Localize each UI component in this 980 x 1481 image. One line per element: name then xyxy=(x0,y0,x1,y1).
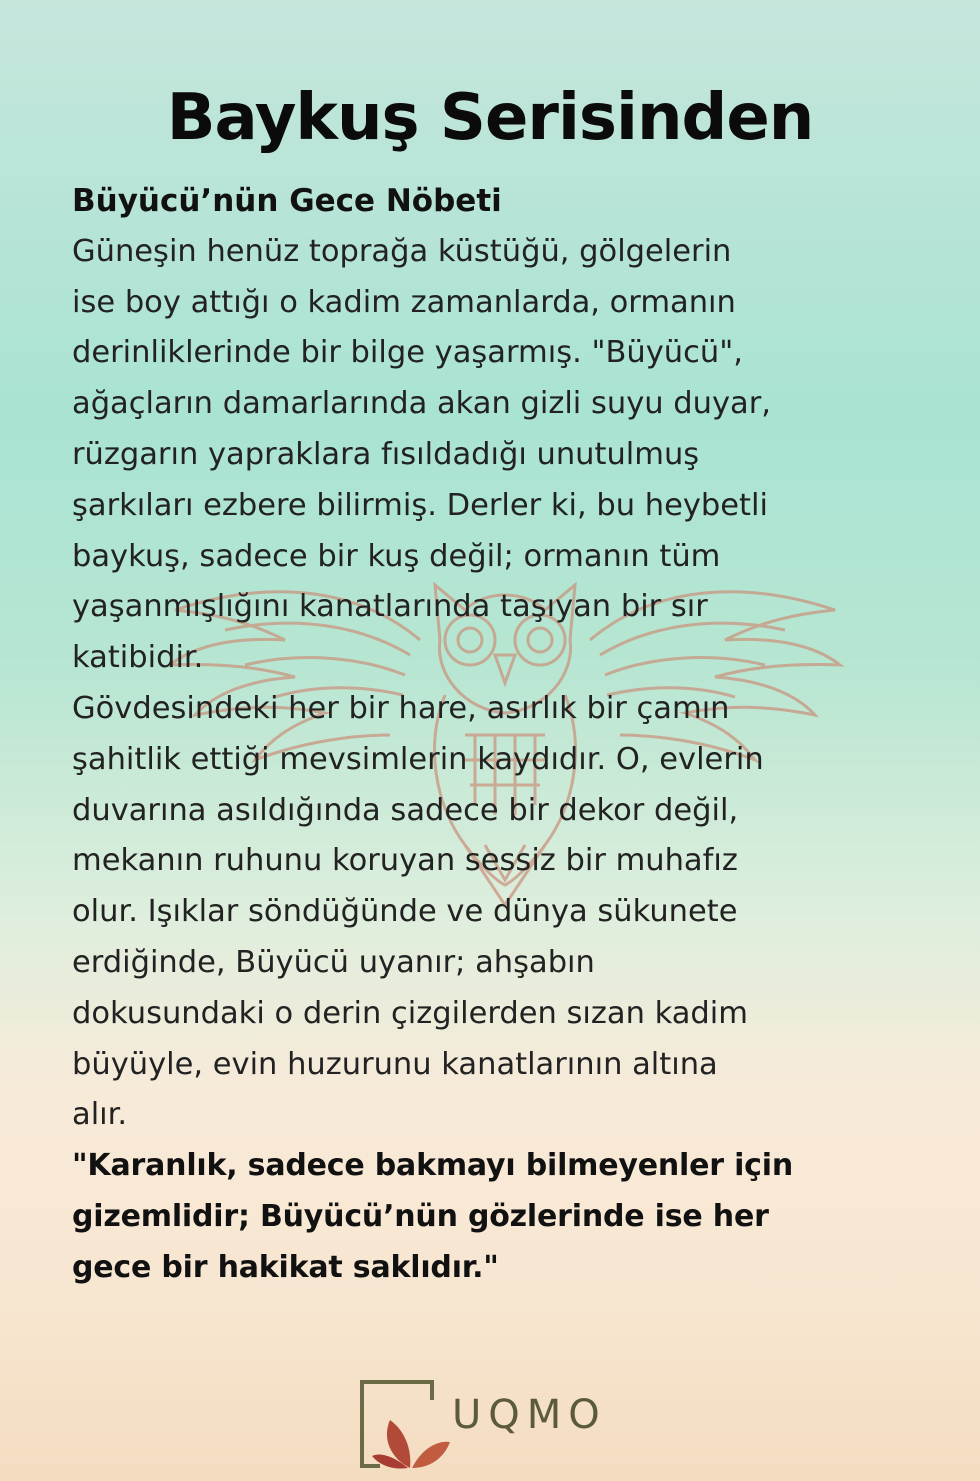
article-paragraph: Güneşin henüz toprağa küstüğü, gölgelerin ise boy attığı o kadim zamanlarda, ormanın derinliklerinde bir bilge yaşarmış. "Büyücü", ağaçların damarlarında akan gizli suyu duyar, rüzgarın yapraklara fısıldadığı unutulmuş şarkıları ezbere bilirmiş. Derler ki, bu heybetli baykuş, sadece bir kuş değil; ormanın tüm yaşanmışlığını kanatlarında taşıyan bir sır katibidir. xyxy=(72,233,771,676)
article xyxy=(72,176,912,1294)
page-title: Baykuş Serisinden xyxy=(166,80,814,155)
brand-name: UQMO xyxy=(452,1392,607,1438)
article-quote: "Karanlık, sadece bakmayı bilmeyenler için gizemlidir; Büyücü’nün gözlerinde ise her gece bir hakikat saklıdır." xyxy=(72,1148,793,1285)
leaf-logo-icon xyxy=(360,1378,450,1470)
article-subtitle: Büyücü’nün Gece Nöbeti xyxy=(72,183,502,219)
brand-logo xyxy=(360,1378,607,1470)
article-paragraph: Gövdesindeki her bir hare, asırlık bir çamın şahitlik ettiği mevsimlerin kaydıdır. O, evlerin duvarına asıldığında sadece bir dekor değil, mekanın ruhunu koruyan sessiz bir muhafız olur. Işıklar söndüğünde ve dünya sükunete erdiğinde, Büyücü uyanır; ahşabın dokusundaki o derin çizgilerden sızan kadim büyüyle, evin huzurunu kanatlarının altına alır. xyxy=(72,690,764,1133)
